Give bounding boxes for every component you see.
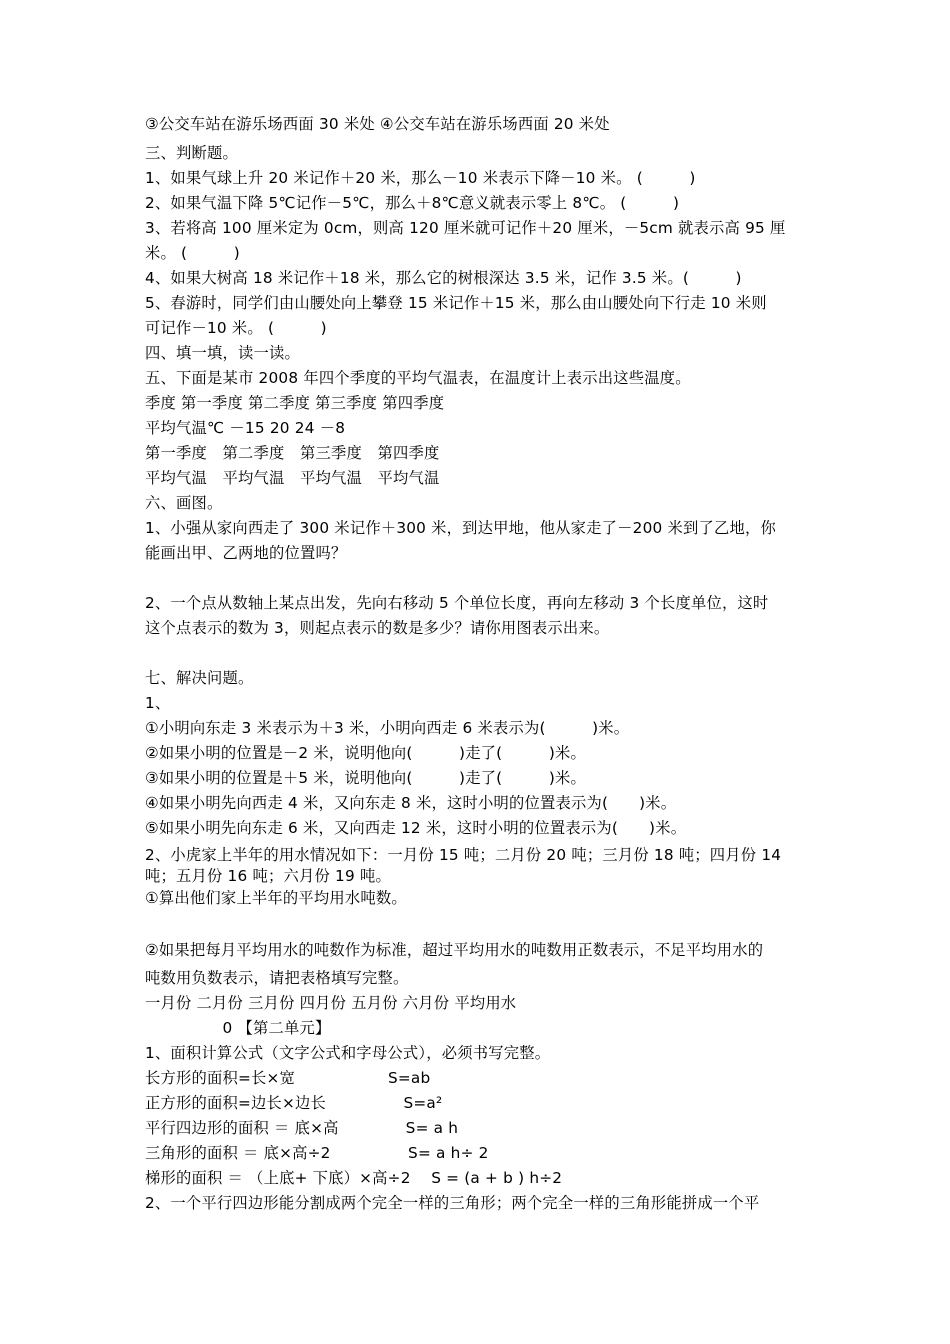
text-line: 季度 第一季度 第二季度 第三季度 第四季度 [145, 394, 445, 412]
text-line: ①小明向东走 3 米表示为＋3 米，小明向西走 6 米表示为( )米。 [145, 719, 630, 737]
text-line: 3、若将高 100 厘米定为 0cm，则高 120 厘米就可记作＋20 厘米，－5cm 就表示高 95 厘 [145, 219, 786, 237]
section-heading: 六、画图。 [145, 494, 223, 512]
text-line: 正方形的面积=边长×边长 S=a² [145, 1094, 443, 1112]
text-line: 5、春游时，同学们由山腰处向上攀登 15 米记作＋15 米，那么由山腰处向下行走 10 米则 [145, 294, 767, 312]
text-line: 长方形的面积=长×宽 S=ab [145, 1069, 431, 1087]
text-line: 4、如果大树高 18 米记作＋18 米，那么它的树根深达 3.5 米，记作 3.5 米。( ) [145, 269, 742, 287]
text-line: 1、面积计算公式（文字公式和字母公式），必须书写完整。 [145, 1044, 551, 1062]
text-line: 平行四边形的面积 ＝ 底×高 S= a h [145, 1119, 459, 1137]
text-line: 梯形的面积 ＝ （上底+ 下底）×高÷2 S = (a + b ) h÷2 [145, 1169, 563, 1187]
text-line: 2、一个点从数轴上某点出发，先向右移动 5 个单位长度，再向左移动 3 个长度单位，这时 [145, 594, 769, 612]
text-line: 这个点表示的数为 3，则起点表示的数是多少？请你用图表示出来。 [145, 619, 610, 637]
text-line: 平均气温℃ －15 20 24 －8 [145, 419, 346, 437]
text-line: ②如果把每月平均用水的吨数作为标准，超过平均用水的吨数用正数表示，不足平均用水的 [145, 941, 764, 959]
text-line: 吨数用负数表示，请把表格填写完整。 [145, 969, 409, 987]
text-line: 1、如果气球上升 20 米记作＋20 米，那么－10 米表示下降－10 米。 ( ) [145, 169, 696, 187]
text-line: 1、小强从家向西走了 300 米记作＋300 米，到达甲地，他从家走了－200 米到了乙地，你 [145, 519, 776, 537]
text-line: ③如果小明的位置是＋5 米，说明他向( )走了( )米。 [145, 769, 587, 787]
text-line: ①算出他们家上半年的平均用水吨数。 [145, 889, 407, 907]
text-line: 吨；五月份 16 吨；六月份 19 吨。 [145, 867, 391, 885]
section-heading: 四、填一填，读一读。 [145, 344, 300, 362]
text-line: 米。 ( ) [145, 244, 240, 262]
text-line: ②如果小明的位置是－2 米，说明他向( )走了( )米。 [145, 744, 587, 762]
text-line: 1、 [145, 694, 171, 712]
text-line: ⑤如果小明先向东走 6 米，又向西走 12 米，这时小明的位置表示为( )米。 [145, 819, 687, 837]
text-line: 可记作－10 米。 ( ) [145, 319, 327, 337]
section-heading: 七、解决问题。 [145, 669, 254, 687]
text-line: 平均气温 平均气温 平均气温 平均气温 [145, 469, 440, 487]
text-line: 0 【第二单元】 [145, 1019, 331, 1037]
section-heading: 三、判断题。 [145, 144, 238, 162]
section-heading: 五、下面是某市 2008 年四个季度的平均气温表，在温度计上表示出这些温度。 [145, 369, 691, 387]
text-line: 2、一个平行四边形能分割成两个完全一样的三角形；两个完全一样的三角形能拼成一个平 [145, 1194, 760, 1212]
text-line: ④如果小明先向西走 4 米，又向东走 8 米，这时小明的位置表示为( )米。 [145, 794, 677, 812]
text-line: 2、小虎家上半年的用水情况如下：一月份 15 吨；二月份 20 吨；三月份 18 吨；四月份 14 [145, 846, 782, 864]
text-line: 一月份 二月份 三月份 四月份 五月份 六月份 平均用水 [145, 994, 517, 1012]
text-line: 2、如果气温下降 5℃记作－5℃，那么＋8℃意义就表示零上 8℃。 ( ) [145, 194, 680, 212]
text-line: 三角形的面积 ＝ 底×高÷2 S= a h÷ 2 [145, 1144, 489, 1162]
text-line: ③公交车站在游乐场西面 30 米处 ④公交车站在游乐场西面 20 米处 [145, 115, 610, 133]
text-line: 第一季度 第二季度 第三季度 第四季度 [145, 444, 440, 462]
text-line: 能画出甲、乙两地的位置吗？ [145, 544, 347, 562]
